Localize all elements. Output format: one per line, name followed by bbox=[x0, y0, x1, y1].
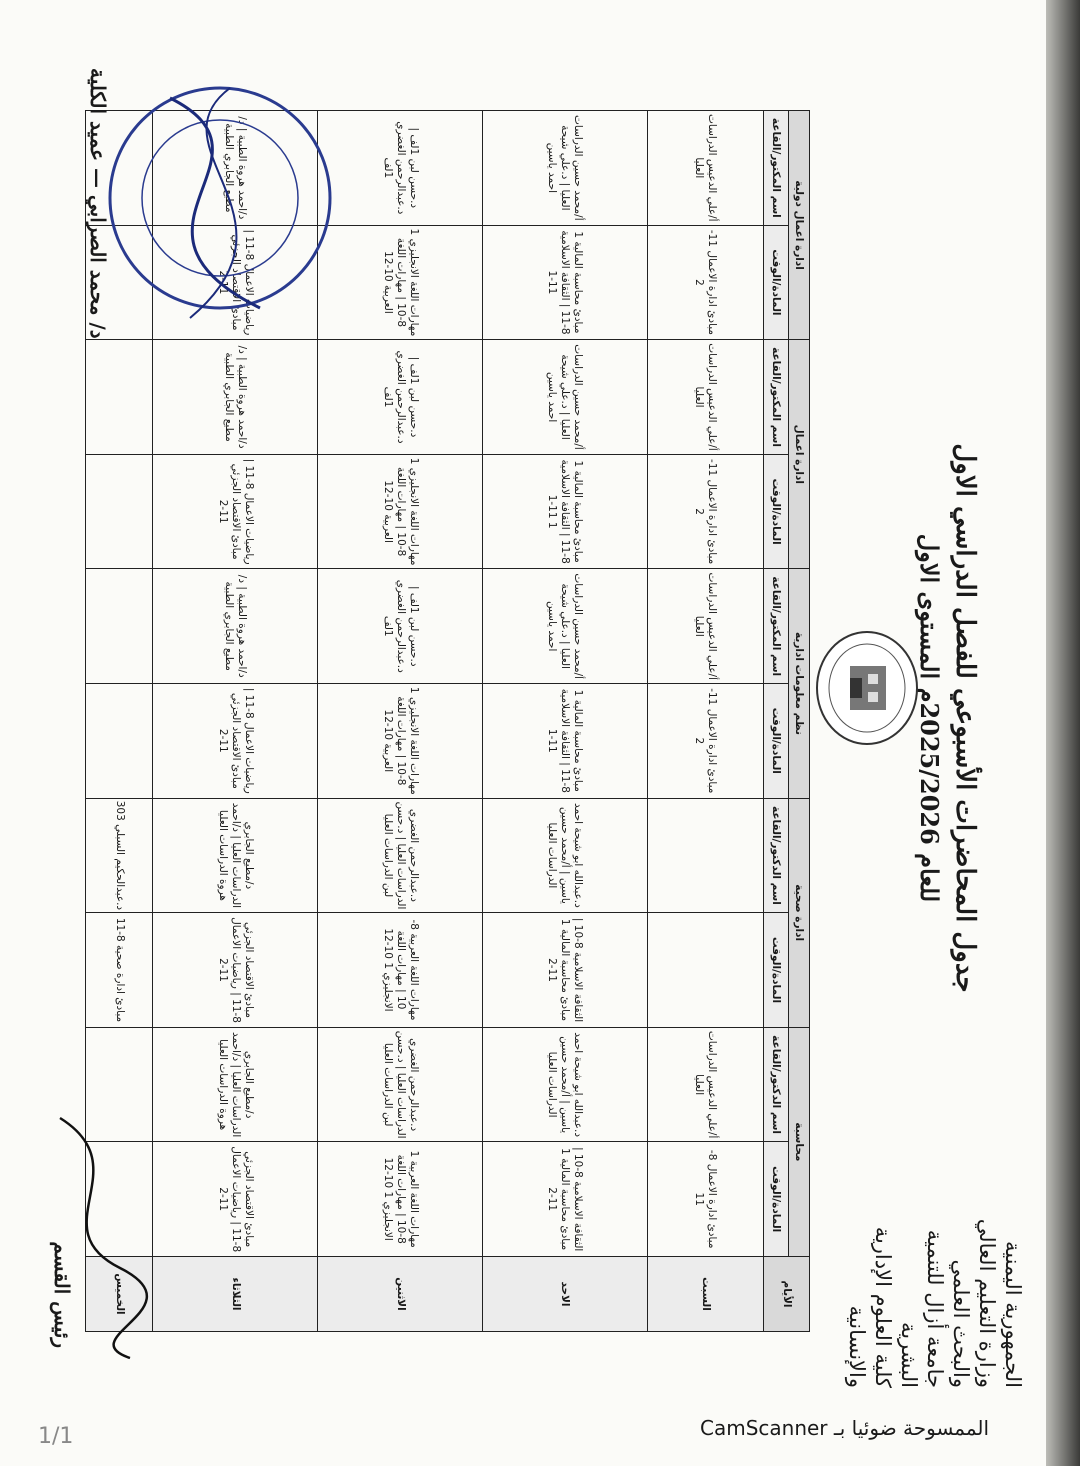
col-teacher: اسم المكتور/القاعة bbox=[764, 340, 789, 455]
subject-cell bbox=[647, 913, 763, 1028]
col-subject: المادة/الوقت bbox=[764, 684, 789, 799]
teacher-cell: د.حسن لبن 1لف | د.عبدالرحمن الغضري 1لف bbox=[318, 340, 483, 455]
header-line: البشرية bbox=[897, 1322, 921, 1388]
table-row bbox=[483, 111, 648, 1332]
teacher-cell: أ/محمد حسين الدراسات العليا | د.علي شيحة احمد ياسين bbox=[483, 340, 648, 455]
subject-cell: مبادئ محاسبة المالية 1 8-11 | الثقافة الاسلامية 11-1 bbox=[483, 684, 648, 799]
dean-stamp-icon bbox=[90, 68, 350, 328]
teacher-cell: د.عبدالرحمن الغضري الدراسات العليا | د.حسن لبن الدراسات العليا bbox=[318, 798, 483, 913]
spec-health-admin: ادارة صحية bbox=[789, 798, 810, 1027]
subject-cell bbox=[86, 684, 153, 799]
teacher-cell: د.حسن لبن 1لف | د.عبدالرحمن الغضري 1لف bbox=[318, 111, 483, 226]
head-signature-icon bbox=[30, 1108, 150, 1368]
day-label: السبت bbox=[647, 1257, 763, 1332]
header-line: الجمهورية اليمنية bbox=[1001, 1240, 1025, 1388]
header-line: جامعة أزال للتنمية bbox=[923, 1229, 947, 1388]
day-label: الاثنين bbox=[318, 1257, 483, 1332]
dean-title: عميد الكلية bbox=[86, 68, 110, 162]
col-teacher: اسم المكتور/القاعة bbox=[764, 111, 789, 226]
day-label: الخميس bbox=[86, 1257, 153, 1332]
subject-cell: الثقافة الاسلامية 8-10 | مبادئ محاسبة المالية 1 11-2 bbox=[483, 1142, 648, 1257]
teacher-cell: د.عبدالله ابو شيحة احمد ياسين | أ/محمد حسين الدراسات العليا bbox=[483, 1027, 648, 1142]
col-subject: المادة/الوقت bbox=[764, 454, 789, 569]
page-number: 1/1 bbox=[38, 1424, 74, 1449]
col-subject: المادة/الوقت bbox=[764, 913, 789, 1028]
subject-cell: مهارات اللغة الانجليزي 1 8-10 | مهارات اللغة العربية 10-12 bbox=[318, 454, 483, 569]
title-line-1: جدول المحاضرات الأسبوعي للفصل الدراسي الاول bbox=[950, 443, 980, 993]
subject-cell: مهارات اللغة العربية 1 8-10 | مهارات اللغة الانجليزي 1 10-12 bbox=[318, 1142, 483, 1257]
header-line: كلية العلوم الإدارية bbox=[871, 1226, 895, 1388]
header-line: والإنسانية bbox=[845, 1305, 869, 1388]
header-line: والبحث العلمي bbox=[949, 1259, 973, 1388]
head-of-department-label: رئيس القسم bbox=[50, 1241, 74, 1348]
teacher-cell: د/احمد هروة الطبية | د/مطيع الجابري الطبية bbox=[153, 111, 318, 226]
subject-cell: رياضيات الاعمال 8-11 | مبادئ الاقتصاد الجزئي 11-2 bbox=[153, 684, 318, 799]
spec-business: ادارة اعمال bbox=[789, 340, 810, 569]
subject-cell: رياضيات الاعمال 8-11 | مبادئ الاقتصاد الجزئي 11-2 bbox=[153, 454, 318, 569]
teacher-cell bbox=[86, 340, 153, 455]
col-teacher: اسم الدكتور/القاعة bbox=[764, 798, 789, 913]
spec-accounting: محاسبة bbox=[789, 1027, 810, 1256]
camscanner-footer: الممسوحة ضوئيا بـ CamScanner bbox=[700, 1416, 990, 1440]
subject-cell: مبادئ ادارة الاعمال 11-2 bbox=[647, 684, 763, 799]
subject-cell: مهارات اللغة العربية 8-10 | مهارات اللغة الانجليزي 1 10-12 bbox=[318, 913, 483, 1028]
subject-cell: مبادئ محاسبة المالية 1 8-11 | الثقافة الاسلامية 11-1 bbox=[483, 225, 648, 340]
days-header: الأيام bbox=[764, 1257, 810, 1332]
teacher-cell: د/مطيع الجابري الدراسات العليا | د/احمد هروة الدراسات العليا bbox=[153, 1027, 318, 1142]
teacher-cell: أ/علي الدعيس الدراسات العليا bbox=[647, 1027, 763, 1142]
title-line-2: للعام 2025/2026م المستوى الاول bbox=[915, 533, 944, 903]
teacher-cell: د/مطيع الجابري الدراسات العليا | د/احمد هروة الدراسات العليا bbox=[153, 798, 318, 913]
header-line: وزارة التعليم العالي bbox=[975, 1218, 999, 1388]
dean-signature: د/ محمد الصرابي — عميد الكلية bbox=[86, 68, 110, 339]
teacher-cell: أ/علي الدعيس الدراسات العليا bbox=[647, 111, 763, 226]
teacher-cell bbox=[647, 798, 763, 913]
teacher-cell: د.حسن لبن 1لف | د.عبدالرحمن الغضري 1لف bbox=[318, 569, 483, 684]
spec-intl-business: ادارة اعمال دولية bbox=[789, 111, 810, 340]
document-page bbox=[40, 28, 1040, 1408]
subject-cell: مبادئ ادارة الاعمال 11-2 bbox=[647, 454, 763, 569]
subject-cell: مهارات اللغة الانجليزي 1 8-10 | مهارات اللغة العربية 10-12 bbox=[318, 225, 483, 340]
teacher-cell: أ/محمد حسين الدراسات العليا | د.علي شيحة احمد ياسين bbox=[483, 569, 648, 684]
dean-name: د/ محمد الصرابي bbox=[86, 195, 110, 339]
subject-cell: مبادئ الاقتصاد الجزئي 8-11 | رياضيات الاعمال 11-2 bbox=[153, 1142, 318, 1257]
teacher-cell: أ/محمد حسين الدراسات العليا | د.علي شيحة احمد ياسين bbox=[483, 111, 648, 226]
col-teacher: اسم المكتور/القاعة bbox=[764, 569, 789, 684]
subject-cell: رياضيات الاعمال 8-11 | مبادئ الاقتصاد الجزئي 11-2 bbox=[153, 225, 318, 340]
teacher-cell: د/احمد هروة الطبية | د/مطيع الجابري الطبية bbox=[153, 569, 318, 684]
subject-cell: مهارات اللغة الانجليزي 1 8-10 | مهارات اللغة العربية 10-12 bbox=[318, 684, 483, 799]
col-teacher: اسم الدكتور/القاعة bbox=[764, 1027, 789, 1142]
teacher-cell: أ/علي الدعيس الدراسات العليا bbox=[647, 340, 763, 455]
university-logo-icon bbox=[812, 628, 922, 748]
teacher-cell: د.عبدالحكيم السبلي 303 bbox=[86, 798, 153, 913]
day-label: الاحد bbox=[483, 1257, 648, 1332]
teacher-cell: د.عبدالرحمن الغضري الدراسات العليا | د.حسن لبن الدراسات العليا bbox=[318, 1027, 483, 1142]
subject-cell: مبادئ ادارة الاعمال 11-2 bbox=[647, 225, 763, 340]
spec-mis: نظم معلومات ادارية bbox=[789, 569, 810, 798]
scanner-edge bbox=[1046, 0, 1080, 1466]
subject-cell: مبادئ محاسبة المالية 1 8-11 | الثقافة الاسلامية 1 11-1 bbox=[483, 454, 648, 569]
table-row bbox=[647, 111, 763, 1332]
col-subject: المادة/الوقت bbox=[764, 1142, 789, 1257]
day-label: الثلاثاء bbox=[153, 1257, 318, 1332]
subject-cell bbox=[86, 454, 153, 569]
subject-cell: مبادئ ادارة صحية 8-11 bbox=[86, 913, 153, 1028]
teacher-cell: أ/علي الدعيس الدراسات العليا bbox=[647, 569, 763, 684]
teacher-cell bbox=[86, 569, 153, 684]
subject-cell: مبادئ ادارة الاعمال 8-11 bbox=[647, 1142, 763, 1257]
subject-cell: الثقافة الاسلامية 8-10 | مبادئ محاسبة المالية 1 11-2 bbox=[483, 913, 648, 1028]
teacher-cell: د/احمد هروة الطبية | د/مطيع الجابري الطبية bbox=[153, 340, 318, 455]
col-subject: المادة/الوقت bbox=[764, 225, 789, 340]
subject-cell: مبادئ الاقتصاد الجزئي 8-11 | رياضيات الاعمال 11-2 bbox=[153, 913, 318, 1028]
schedule-title bbox=[915, 208, 980, 1228]
teacher-cell: د.عبدالله ابو شيحة احمد ياسين | أ/محمد حسين الدراسات العليا bbox=[483, 798, 648, 913]
